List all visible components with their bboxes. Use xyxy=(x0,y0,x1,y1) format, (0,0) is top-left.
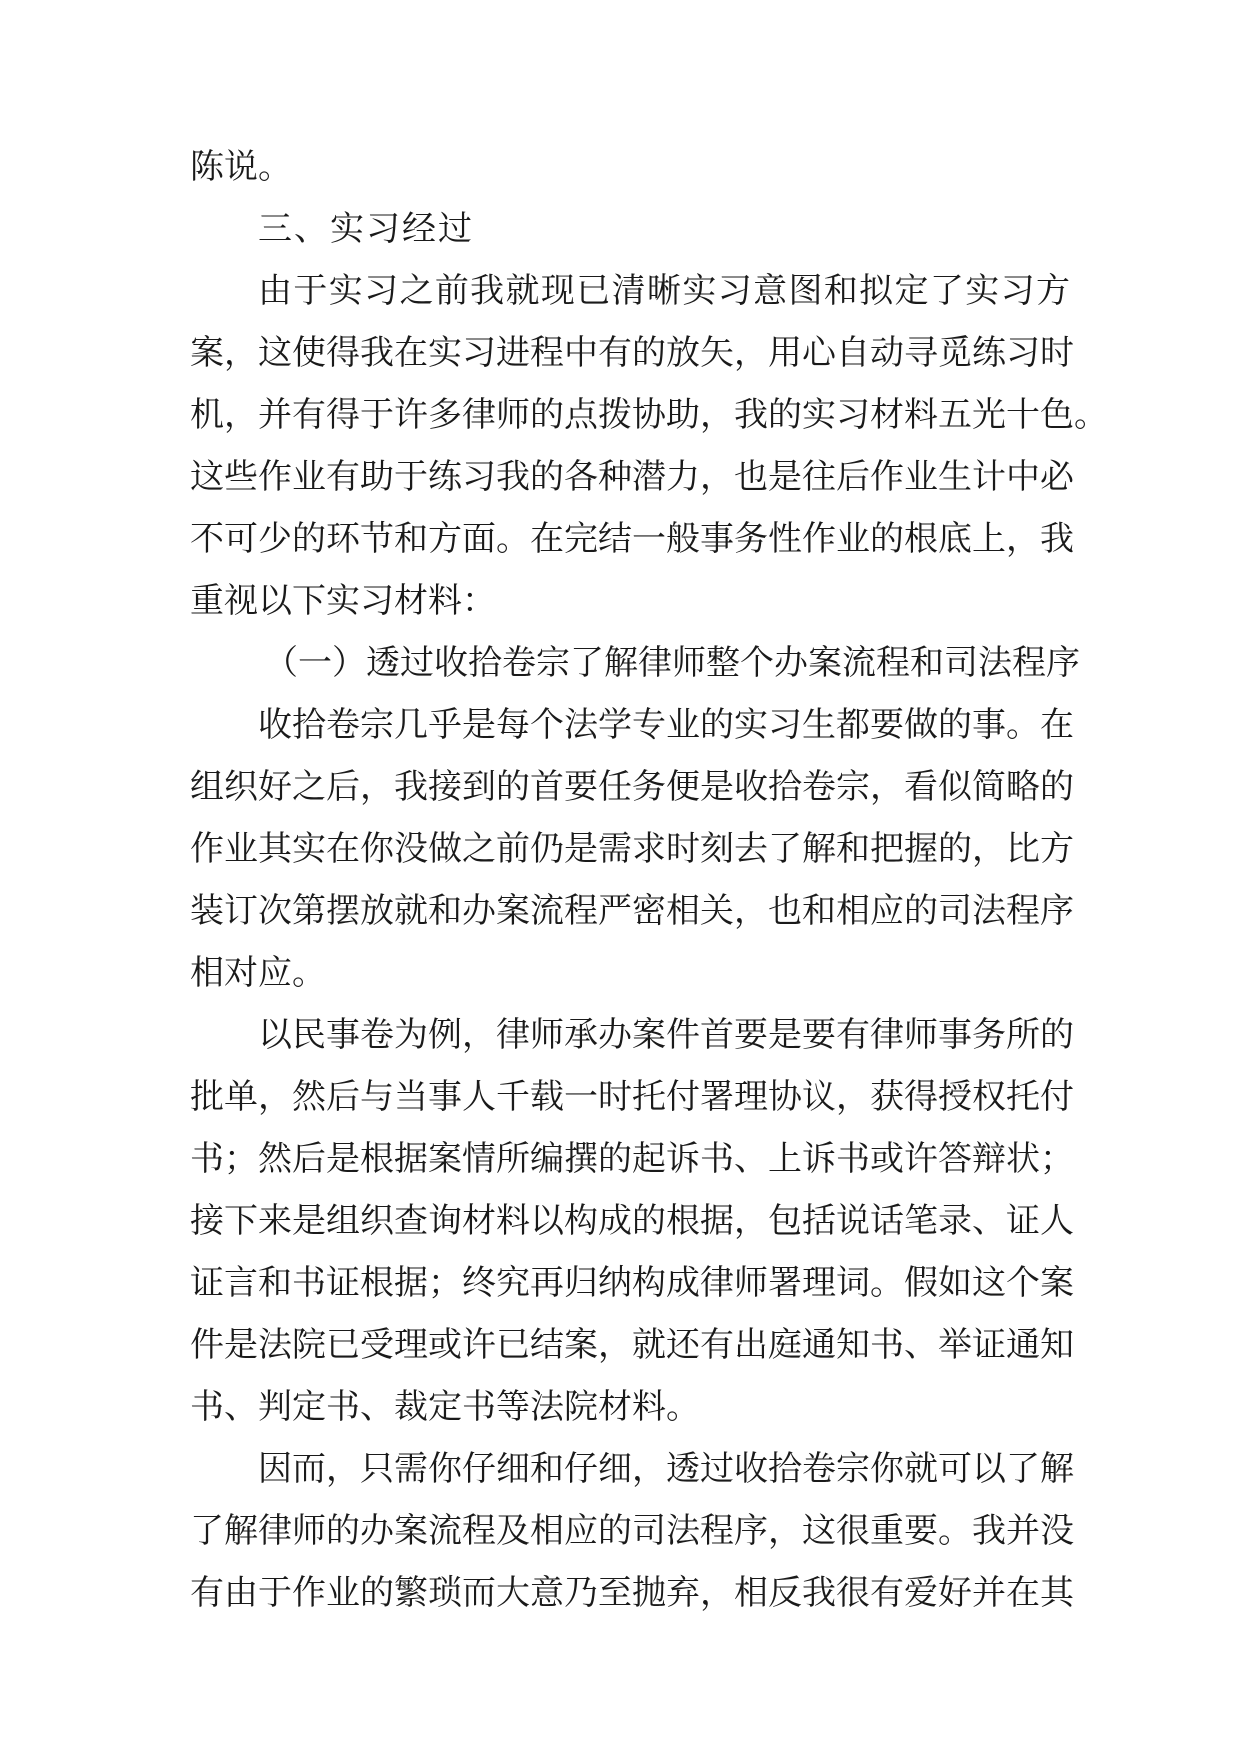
text-line: 案，这使得我在实习进程中有的放矢，用心自动寻觅练习时 xyxy=(190,333,1074,373)
text-line: 作业其实在你没做之前仍是需求时刻去了解和把握的，比方 xyxy=(190,829,1074,869)
paragraph-first-line: 由于实习之前我就现已清晰实习意图和拟定了实习方 xyxy=(258,271,1070,311)
text-line: 重视以下实习材料： xyxy=(190,581,496,621)
paragraph-first-line: 因而，只需你仔细和仔细，透过收拾卷宗你就可以了解 xyxy=(258,1449,1074,1489)
section-heading: 三、实习经过 xyxy=(258,209,474,249)
text-line: 装订次第摆放就和办案流程严密相关，也和相应的司法程序 xyxy=(190,891,1074,931)
text-line: 不可少的环节和方面。在完结一般事务性作业的根底上，我 xyxy=(190,519,1074,559)
text-line: 相对应。 xyxy=(190,953,326,993)
text-line: 组织好之后，我接到的首要任务便是收拾卷宗，看似简略的 xyxy=(190,767,1074,807)
text-line: 有由于作业的繁琐而大意乃至抛弃，相反我很有爱好并在其 xyxy=(190,1573,1074,1613)
text-line: 件是法院已受理或许已结案，就还有出庭通知书、举证通知 xyxy=(190,1325,1074,1365)
text-line: 书、判定书、裁定书等法院材料。 xyxy=(190,1387,700,1427)
text-line: 证言和书证根据；终究再归纳构成律师署理词。假如这个案 xyxy=(190,1263,1074,1303)
paragraph-first-line: 以民事卷为例，律师承办案件首要是要有律师事务所的 xyxy=(258,1015,1074,1055)
text-line: 了解律师的办案流程及相应的司法程序，这很重要。我并没 xyxy=(190,1511,1074,1551)
text-line: 机，并有得于许多律师的点拨协助，我的实习材料五光十色。 xyxy=(190,395,1108,435)
text-line: 书；然后是根据案情所编撰的起诉书、上诉书或许答辩状； xyxy=(190,1139,1074,1179)
subsection-heading: （一）透过收拾卷宗了解律师整个办案流程和司法程序 xyxy=(264,643,1080,683)
paragraph-first-line: 收拾卷宗几乎是每个法学专业的实习生都要做的事。在 xyxy=(258,705,1074,745)
text-line: 接下来是组织查询材料以构成的根据，包括说话笔录、证人 xyxy=(190,1201,1074,1241)
text-line: 这些作业有助于练习我的各种潜力，也是往后作业生计中必 xyxy=(190,457,1074,497)
text-line: 陈说。 xyxy=(190,147,292,187)
text-line: 批单，然后与当事人千载一时托付署理协议，获得授权托付 xyxy=(190,1077,1074,1117)
